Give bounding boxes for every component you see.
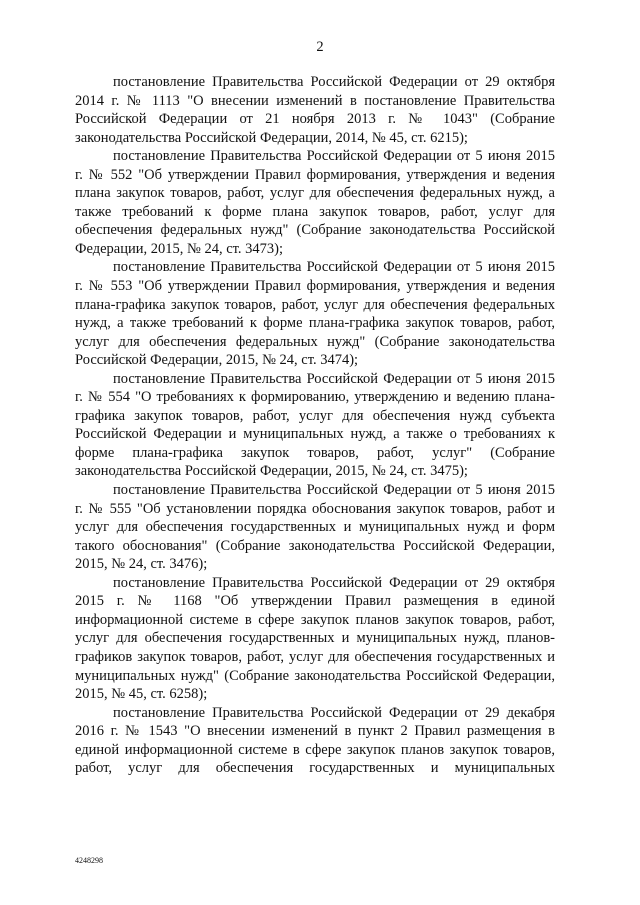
paragraph-decree-1168: постановление Правительства Российской Федерации от 29 октября 2015 г. № 1168 "Об утверждении Правил размещения в единой информационной системе в сфере закупок планов закупок товаров, работ, услуг для обеспечения государственных и муниципальных нужд, планов-графиков закупок товаров, работ, услуг для обеспечения государственных и муниципальных нужд" (Собрание законодательства Российской Федерации, 2015, № 45, ст. 6258); [75,574,555,703]
paragraph-decree-1113: постановление Правительства Российской Федерации от 29 октября 2014 г. № 1113 "О внесении изменений в постановление Правительства Российской Федерации от 21 ноября 2013 г. № 1043" (Собрание законодательства Российской Федерации, 2014, № 45, ст. 6215); [75,74,555,146]
paragraph-decree-552: постановление Правительства Российской Федерации от 5 июня 2015 г. № 552 "Об утверждении Правил формирования, утверждения и ведения плана закупок товаров, работ, услуг для обеспечения федеральных нужд, а также требований к форме плана закупок товаров, работ, услуг для обеспечения федеральных нужд" (Собрание законодательства Российской Федерации, 2015, № 24, ст. 3473); [75,148,555,257]
page-number: 2 [316,39,324,55]
paragraph-decree-554: постановление Правительства Российской Федерации от 5 июня 2015 г. № 554 "О требованиях к формированию, утверждению и ведению плана-графика закупок товаров, работ, услуг для обеспечения нужд субъекта Российской Федерации и муниципальных нужд, а также о требованиях к форме плана-графика закупок товаров, работ, услуг" (Собрание законодательства Российской Федерации, 2015, № 24, ст. 3475); [75,370,555,480]
document-body [75,73,555,778]
paragraph-decree-555: постановление Правительства Российской Федерации от 5 июня 2015 г. № 555 "Об установлении порядка обоснования закупок товаров, работ и услуг для обеспечения государственных и муниципальных нужд и форм такого обоснования" (Собрание законодательства Российской Федерации, 2015, № 24, ст. 3476); [75,482,555,573]
document-code: 4248298 [75,856,103,865]
paragraph-decree-1543: постановление Правительства Российской Федерации от 29 декабря 2016 г. № 1543 "О внесении изменений в пункт 2 Правил размещения в единой информационной системе в сфере закупок планов закупок товаров, работ, услуг для обеспечения государственных и муниципальных [75,704,555,777]
paragraph-decree-553: постановление Правительства Российской Федерации от 5 июня 2015 г. № 553 "Об утверждении Правил формирования, утверждения и ведения плана-графика закупок товаров, работ, услуг для обеспечения федеральных нужд, а также требований к форме плана-графика закупок товаров, работ, услуг для обеспечения федеральных нужд" (Собрание законодательства Российской Федерации, 2015, № 24, ст. 3474); [75,259,555,369]
